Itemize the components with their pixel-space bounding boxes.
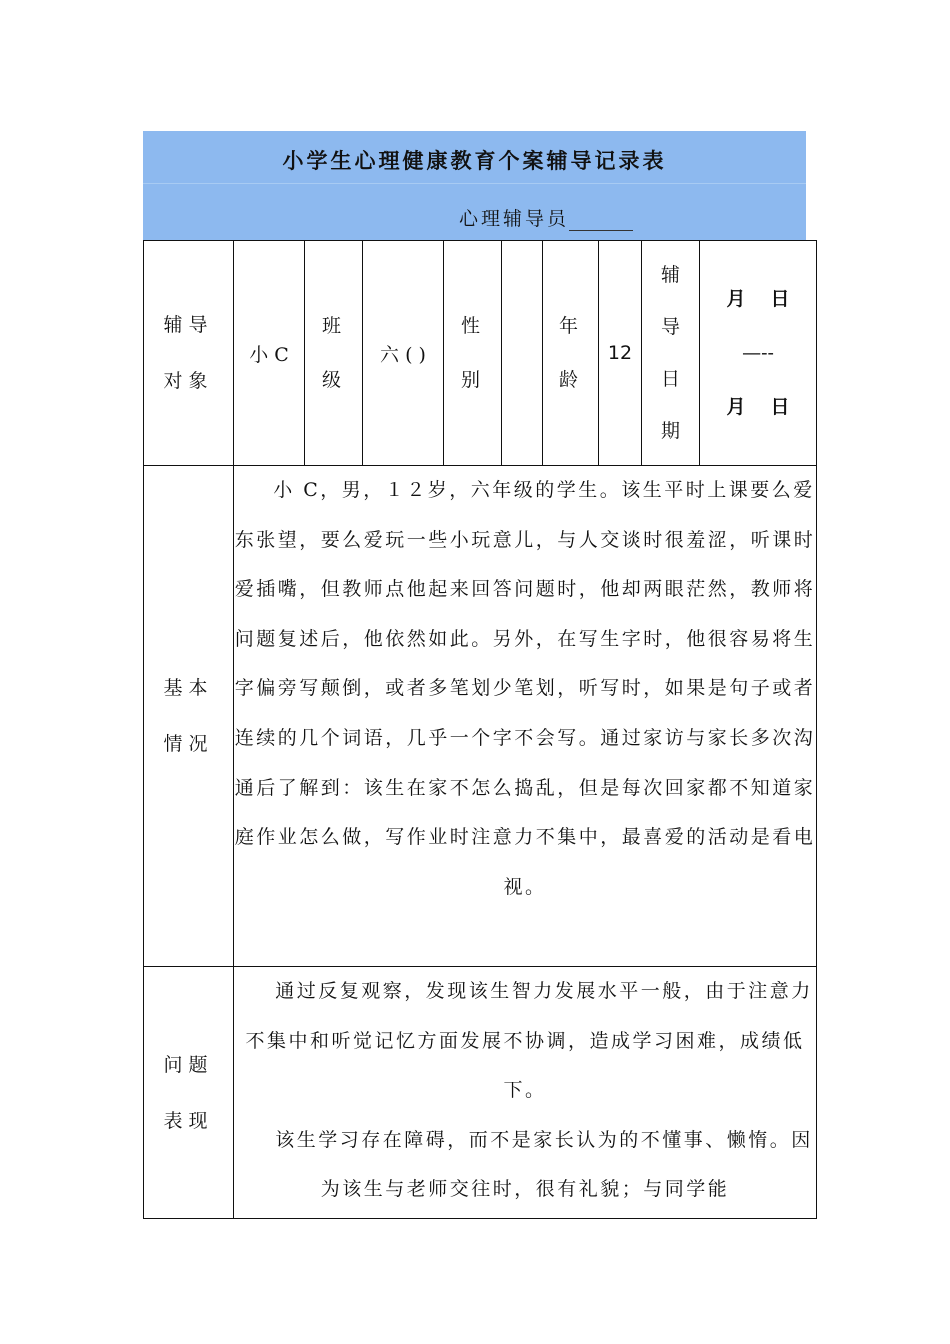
- counselor-blank: [569, 210, 633, 231]
- basic-label: 基本 情况: [144, 466, 234, 967]
- date-value: 月 日 —-- 月 日: [700, 241, 817, 466]
- basic-row: [144, 466, 817, 967]
- info-row: [144, 241, 817, 466]
- subject-label: 辅导 对象: [144, 241, 234, 466]
- problem-label: 问题 表现: [144, 967, 234, 1219]
- age-value: 12: [599, 241, 642, 466]
- problem-text: 通过反复观察，发现该生智力发展水平一般，由于注意力不集中和听觉记忆方面发展不协调，造成学习困难，成绩低下。 该生学习存在障碍，而不是家长认为的不懂事、懒惰。因为该生与老师交往时，很有礼貌；与同学能: [234, 967, 817, 1219]
- gender-value: [502, 241, 543, 466]
- counselor-label: 心理辅导员: [459, 208, 570, 230]
- banner-divider: [143, 183, 806, 184]
- page-title: 小学生心理健康教育个案辅导记录表: [282, 148, 667, 173]
- date-label: 辅 导 日 期: [642, 241, 700, 466]
- problem-row: [144, 967, 817, 1219]
- basic-text: 小 C，男，１２岁，六年级的学生。该生平时上课要么爱东张望，要么爱玩一些小玩意儿，与人交谈时很羞涩，听课时爱插嘴，但教师点他起来回答问题时，他却两眼茫然，教师将问题复述后，他依然如此。另外，在写生字时，他很容易将生字偏旁写颠倒，或者多笔划少笔划，听写时，如果是句子或者连续的几个词语，几乎一个字不会写。通过家访与家长多次沟通后了解到：该生在家不怎么捣乱，但是每次回家都不知道家庭作业怎么做，写作业时注意力不集中，最喜爱的活动是看电视。: [234, 466, 817, 967]
- gender-label: 性 别: [444, 241, 502, 466]
- title-banner: [143, 131, 806, 240]
- class-value: 六 ( ): [363, 241, 444, 466]
- class-label: 班 级: [305, 241, 363, 466]
- age-label: 年 龄: [543, 241, 599, 466]
- subject-value: 小 C: [234, 241, 305, 466]
- record-table: [143, 240, 817, 1219]
- counselor-line: [459, 204, 633, 231]
